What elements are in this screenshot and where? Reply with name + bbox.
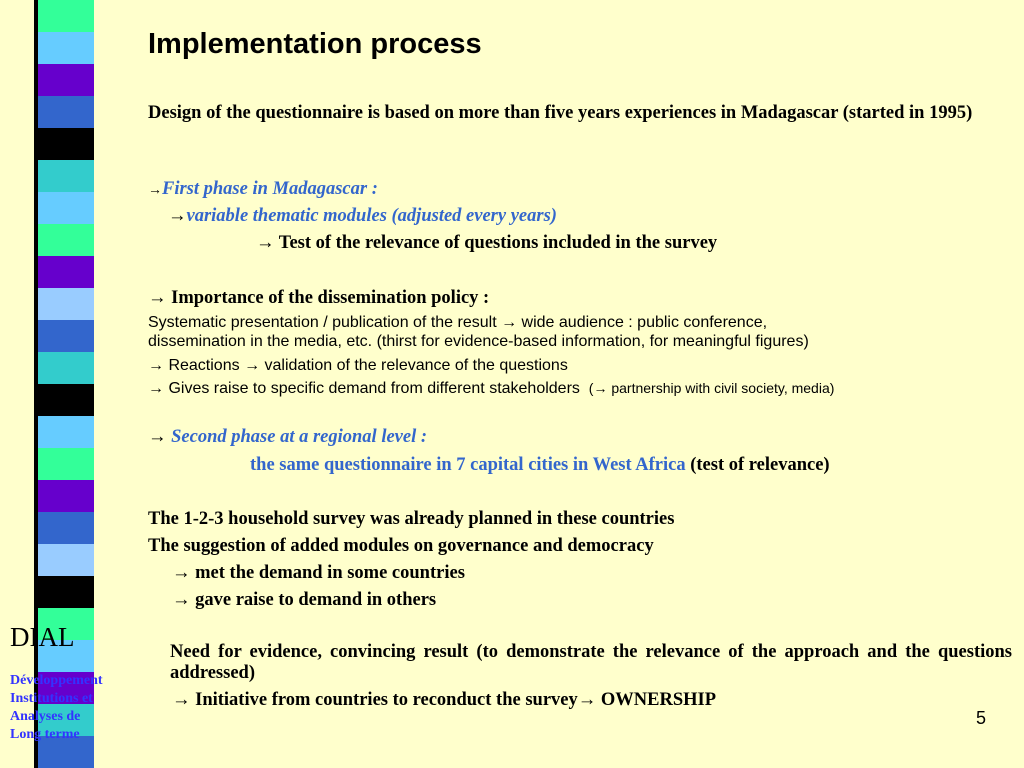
validation-text: validation of the relevance of the questions [264, 357, 568, 374]
arrow-icon: → [148, 183, 162, 198]
dial-subtitle-line: Développement [10, 673, 103, 688]
stripe-segment [38, 352, 94, 385]
stripe-segment [38, 160, 94, 193]
arrow-icon: → [168, 206, 187, 226]
met-demand [172, 563, 465, 584]
met-demand-text: met the demand in some countries [195, 563, 465, 583]
dial-logo: DIAL [10, 622, 75, 652]
page-number: 5 [976, 708, 987, 728]
survey-planned: The 1-2-3 household survey was already planned in these countries [148, 509, 675, 529]
stripe-segment [38, 448, 94, 481]
stripe-segment [38, 288, 94, 321]
slide-title: Implementation process [148, 28, 482, 60]
ownership-text: OWNERSHIP [600, 690, 717, 710]
stripe-segment [38, 576, 94, 609]
phase2-test-text: (test of relevance) [690, 455, 830, 475]
phase1-test-text: Test of the relevance of questions included in the survey [278, 233, 718, 253]
stripe-segment [38, 96, 94, 129]
stripe-segment [38, 320, 94, 353]
dissemination-line1-text: Systematic presentation / publication of the result [148, 314, 497, 331]
arrow-icon: → [593, 380, 608, 396]
stripe-segment [38, 384, 94, 417]
reactions-line [148, 357, 568, 375]
partnership-open-paren: ( [588, 380, 594, 396]
stripe-segment [38, 128, 94, 161]
arrow-icon: → [172, 590, 191, 610]
arrow-icon: → [148, 380, 164, 397]
arrow-icon: → [256, 233, 275, 253]
gives-raise-text: Gives raise to specific demand from different stakeholders [168, 380, 580, 397]
stripe-segment [38, 224, 94, 257]
phase1-sub [168, 206, 557, 227]
suggestion: The suggestion of added modules on governance and democracy [148, 536, 654, 556]
initiative-line [172, 690, 716, 711]
dial-subtitle-line: Long terme [10, 727, 80, 742]
phase2-heading [148, 427, 427, 448]
arrow-icon: → [244, 357, 261, 374]
partnership-note [589, 380, 835, 396]
arrow-icon: → [172, 690, 191, 710]
phase2-sub [250, 455, 830, 476]
arrow-icon: → [148, 427, 167, 447]
stripe-segment [38, 64, 94, 97]
need-evidence-paragraph: Need for evidence, convincing result (to demonstrate the relevance of the approach and the questions addressed) [170, 642, 1012, 683]
dial-subtitle [10, 672, 103, 744]
stripe-segment [38, 0, 94, 33]
gave-raise-text: gave raise to demand in others [195, 590, 437, 610]
gives-raise-line [148, 380, 834, 398]
phase1-heading-text: First phase in Madagascar : [162, 179, 378, 199]
arrow-icon: → [577, 690, 597, 710]
intro-paragraph: Design of the questionnaire is based on more than five years experiences in Madagascar (started in 1995) [148, 103, 973, 123]
dial-subtitle-line: Institutions et [10, 691, 93, 706]
dissemination-heading [148, 288, 489, 309]
gave-raise [172, 590, 436, 611]
phase1-sub-text: variable thematic modules (adjusted every years) [186, 206, 557, 226]
initiative-text: Initiative from countries to reconduct the survey [195, 690, 578, 710]
stripe-segment [38, 512, 94, 545]
stripe-segment [38, 192, 94, 225]
dial-subtitle-line: Analyses de [10, 709, 81, 724]
dissemination-line1b-text: wide audience : public conference, [521, 314, 768, 331]
reactions-text: Reactions [168, 357, 240, 374]
partnership-text: partnership with civil society, media) [611, 380, 835, 396]
arrow-icon: → [148, 357, 164, 374]
stripe-segment [38, 416, 94, 449]
phase2-sub-text: the same questionnaire in 7 capital cities in West Africa [250, 455, 686, 475]
phase2-heading-text: Second phase at a regional level : [171, 427, 428, 447]
arrow-icon: → [148, 288, 167, 308]
dissemination-line2: dissemination in the media, etc. (thirst for evidence-based information, for meaningful figures) [148, 333, 809, 350]
stripe-segment [38, 256, 94, 289]
dissemination-line1 [148, 314, 767, 332]
arrow-icon: → [172, 563, 191, 583]
stripe-segment [38, 480, 94, 513]
phase1-heading [148, 179, 378, 200]
stripe-segment [38, 544, 94, 577]
dissemination-heading-text: Importance of the dissemination policy : [171, 288, 490, 308]
phase1-test [256, 233, 717, 254]
stripe-segment [38, 32, 94, 65]
arrow-icon: → [501, 314, 518, 331]
